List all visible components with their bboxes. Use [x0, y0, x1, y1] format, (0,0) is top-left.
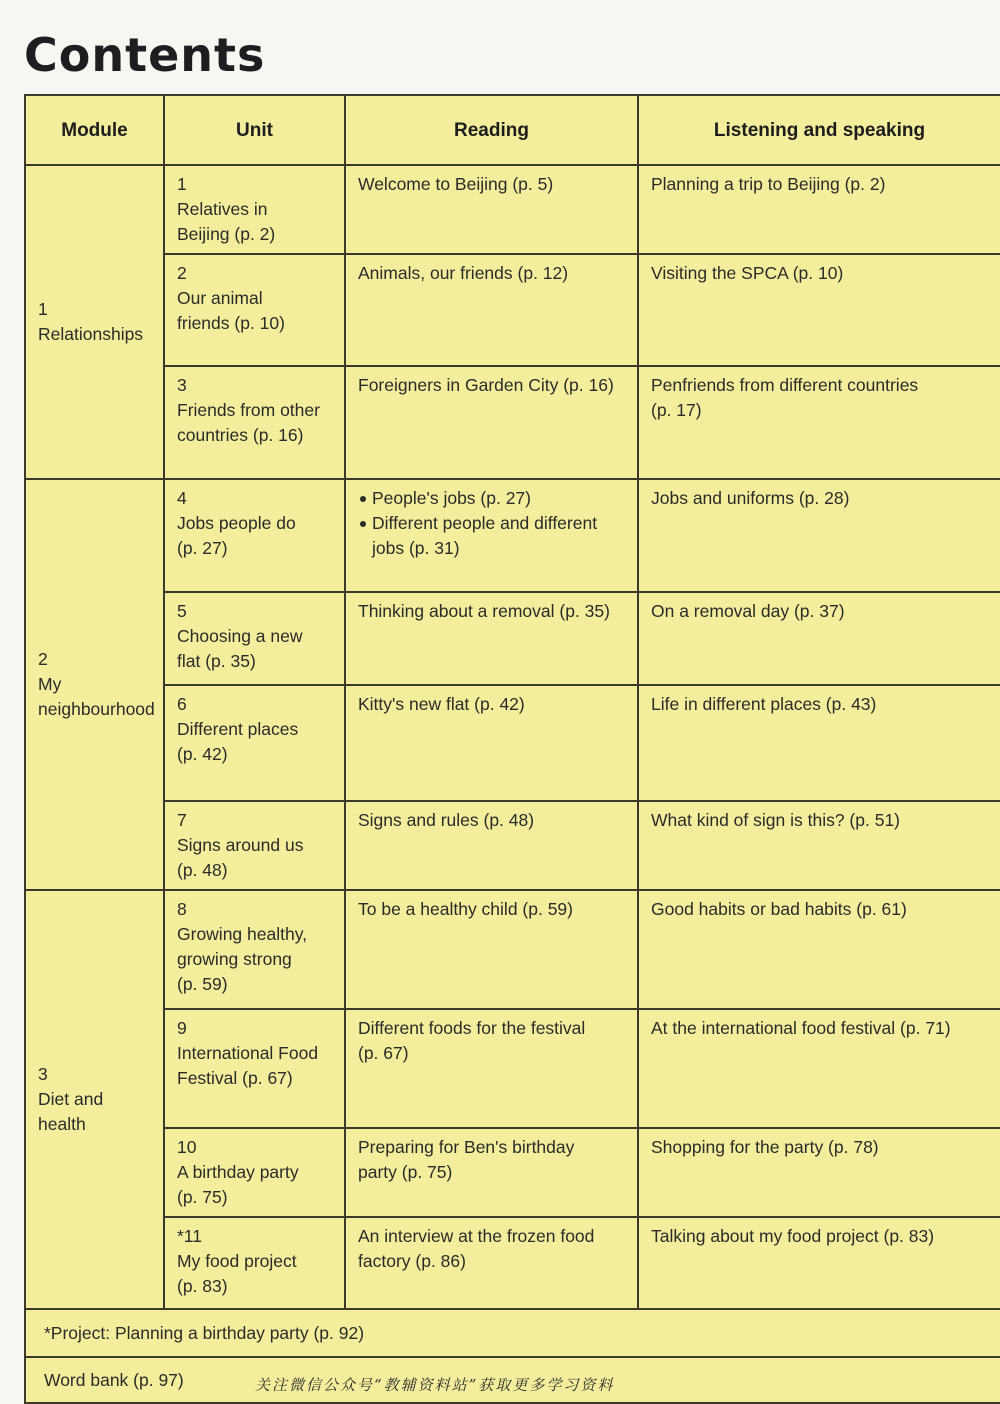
- reading-text: Kitty's new flat (p. 42): [358, 694, 525, 714]
- unit-number: 8: [177, 899, 187, 919]
- module-number: 1: [38, 299, 48, 319]
- reading-text: party (p. 75): [358, 1162, 453, 1182]
- header-module: Module: [25, 95, 164, 165]
- table-row: [25, 592, 1000, 685]
- reading-cell: [345, 479, 638, 592]
- header-listening: Listening and speaking: [638, 95, 1000, 165]
- project-row: [25, 1309, 1000, 1357]
- header-row: [25, 95, 1000, 165]
- table-row: [25, 801, 1000, 890]
- listening-cell: [638, 479, 1000, 592]
- unit-cell: [164, 801, 345, 890]
- listening-text: At the international food festival (p. 71): [651, 1018, 951, 1038]
- unit-title-line: Choosing a new: [177, 626, 303, 646]
- reading-text: Foreigners in Garden City (p. 16): [358, 375, 614, 395]
- unit-cell: [164, 1009, 345, 1128]
- unit-title-line: countries (p. 16): [177, 425, 304, 445]
- listening-text: Planning a trip to Beijing (p. 2): [651, 174, 886, 194]
- unit-cell: [164, 254, 345, 366]
- list-item: Different people and different jobs (p. 31): [358, 511, 627, 561]
- reading-text: factory (p. 86): [358, 1251, 466, 1271]
- unit-number: 3: [177, 375, 187, 395]
- reading-text: Animals, our friends (p. 12): [358, 263, 569, 283]
- reading-text: Thinking about a removal (p. 35): [358, 601, 610, 621]
- page-title: Contents: [24, 28, 266, 82]
- unit-title-line: A birthday party: [177, 1162, 299, 1182]
- unit-number: 2: [177, 263, 187, 283]
- unit-title-line: Friends from other: [177, 400, 320, 420]
- unit-title-line: Signs around us: [177, 835, 304, 855]
- module-number: 2: [38, 649, 48, 669]
- reading-bullet-list: [358, 486, 627, 561]
- module-name: My: [38, 674, 62, 694]
- module-number: 3: [38, 1064, 48, 1084]
- listening-cell: [638, 254, 1000, 366]
- module-name: Diet and health: [38, 1089, 104, 1134]
- reading-cell: [345, 592, 638, 685]
- listening-text: What kind of sign is this? (p. 51): [651, 810, 900, 830]
- unit-title-line: (p. 48): [177, 860, 228, 880]
- module-3-cell: [25, 890, 164, 1309]
- unit-title-line: (p. 59): [177, 974, 228, 994]
- table-row: [25, 1009, 1000, 1128]
- unit-title-line: Beijing (p. 2): [177, 224, 276, 244]
- reading-cell: [345, 685, 638, 801]
- unit-title-line: (p. 75): [177, 1187, 228, 1207]
- reading-cell: [345, 890, 638, 1009]
- reading-text: To be a healthy child (p. 59): [358, 899, 573, 919]
- unit-title-line: My food project: [177, 1251, 297, 1271]
- unit-title-line: Relatives in: [177, 199, 268, 219]
- unit-cell: [164, 1217, 345, 1309]
- listening-text: Jobs and uniforms (p. 28): [651, 488, 850, 508]
- unit-title-line: (p. 42): [177, 744, 228, 764]
- list-item: People's jobs (p. 27): [358, 486, 627, 511]
- unit-title-line: growing strong: [177, 949, 292, 969]
- reading-cell: [345, 1217, 638, 1309]
- listening-text: Talking about my food project (p. 83): [651, 1226, 935, 1246]
- word-bank-cell: Word bank (p. 97): [25, 1357, 1000, 1403]
- listening-text: (p. 17): [651, 400, 702, 420]
- header-reading: Reading: [345, 95, 638, 165]
- unit-number: 6: [177, 694, 187, 714]
- unit-cell: [164, 1128, 345, 1217]
- listening-cell: [638, 366, 1000, 479]
- listening-text: Visiting the SPCA (p. 10): [651, 263, 844, 283]
- unit-title-line: Festival (p. 67): [177, 1068, 293, 1088]
- unit-title-line: flat (p. 35): [177, 651, 256, 671]
- table-row: [25, 1128, 1000, 1217]
- listening-text: On a removal day (p. 37): [651, 601, 845, 621]
- unit-cell: [164, 890, 345, 1009]
- unit-title-line: Growing healthy,: [177, 924, 308, 944]
- module-1-cell: [25, 165, 164, 479]
- reading-cell: [345, 254, 638, 366]
- unit-title-line: Our animal: [177, 288, 263, 308]
- reading-cell: [345, 1128, 638, 1217]
- project-cell: *Project: Planning a birthday party (p. 92): [25, 1309, 1000, 1357]
- reading-text: Welcome to Beijing (p. 5): [358, 174, 554, 194]
- listening-cell: [638, 165, 1000, 254]
- reading-cell: [345, 1009, 638, 1128]
- footer-note: 关注微信公众号“教辅资料站”获取更多学习资料: [255, 1376, 615, 1394]
- listening-cell: [638, 801, 1000, 890]
- unit-title-line: International Food: [177, 1043, 319, 1063]
- reading-text: Preparing for Ben's birthday: [358, 1137, 575, 1157]
- unit-cell: [164, 366, 345, 479]
- listening-cell: [638, 890, 1000, 1009]
- unit-number: *11: [177, 1226, 202, 1246]
- unit-number: 5: [177, 601, 187, 621]
- unit-title-line: Different places: [177, 719, 299, 739]
- listening-cell: [638, 1128, 1000, 1217]
- listening-text: Good habits or bad habits (p. 61): [651, 899, 907, 919]
- unit-number: 4: [177, 488, 187, 508]
- unit-number: 10: [177, 1137, 197, 1157]
- listening-text: Life in different places (p. 43): [651, 694, 877, 714]
- module-2-cell: [25, 479, 164, 890]
- listening-cell: [638, 1217, 1000, 1309]
- reading-text: Different foods for the festival: [358, 1018, 586, 1038]
- table-row: [25, 685, 1000, 801]
- header-unit: Unit: [164, 95, 345, 165]
- module-name: neighbourhood: [38, 699, 155, 719]
- unit-number: 7: [177, 810, 187, 830]
- unit-title-line: (p. 27): [177, 538, 228, 558]
- reading-text: An interview at the frozen food: [358, 1226, 595, 1246]
- reading-cell: [345, 801, 638, 890]
- unit-title-line: Jobs people do: [177, 513, 296, 533]
- table-row: [25, 479, 1000, 592]
- unit-title-line: (p. 83): [177, 1276, 228, 1296]
- reading-text: (p. 67): [358, 1043, 409, 1063]
- unit-cell: [164, 685, 345, 801]
- table-row: [25, 165, 1000, 254]
- table-row: [25, 1217, 1000, 1309]
- unit-cell: [164, 479, 345, 592]
- module-name: Relationships: [38, 324, 144, 344]
- unit-cell: [164, 592, 345, 685]
- contents-table: [24, 94, 1000, 1404]
- unit-title-line: friends (p. 10): [177, 313, 285, 333]
- unit-number: 1: [177, 174, 187, 194]
- listening-cell: [638, 1009, 1000, 1128]
- unit-number: 9: [177, 1018, 187, 1038]
- listening-cell: [638, 592, 1000, 685]
- listening-text: Penfriends from different countries: [651, 375, 919, 395]
- unit-cell: [164, 165, 345, 254]
- listening-text: Shopping for the party (p. 78): [651, 1137, 879, 1157]
- table-row: [25, 890, 1000, 1009]
- reading-cell: [345, 165, 638, 254]
- listening-cell: [638, 685, 1000, 801]
- table-row: [25, 366, 1000, 479]
- table-row: [25, 254, 1000, 366]
- reading-text: Signs and rules (p. 48): [358, 810, 535, 830]
- reading-cell: [345, 366, 638, 479]
